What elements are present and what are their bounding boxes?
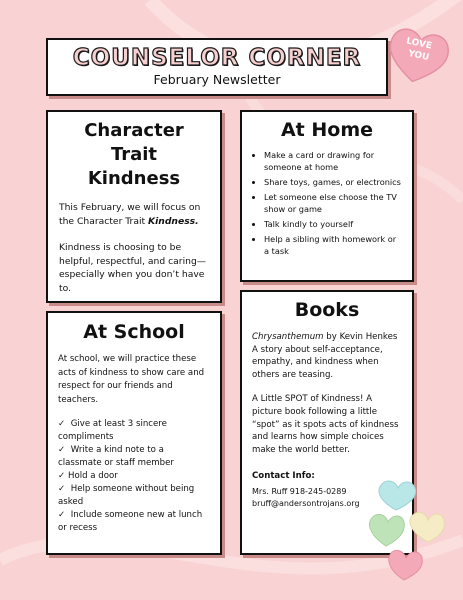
books-heading: Books [294, 299, 360, 321]
book-1-description: A story about self-acceptance, empathy, and kindness when others are teasing. [252, 344, 383, 380]
list-item: • Help a sibling with homework or a task [264, 233, 402, 258]
list-item [58, 509, 210, 535]
contact-label: Contact Info: [252, 471, 315, 482]
checklist-text: Give at least 3 sincere compliments [58, 419, 167, 442]
pink-heart-icon [389, 550, 422, 580]
heading-line-2: Kindness [87, 168, 181, 189]
book-1-author: by Kevin Henkes [323, 332, 398, 342]
checklist-text: Include someone new at lunch or recess [58, 510, 203, 533]
intro-text: This February, we will focus on the Character Trait [59, 202, 201, 227]
checklist-text: Hold a door [68, 471, 118, 481]
at-home-heading: At Home [280, 119, 374, 141]
at-school-section [46, 311, 222, 555]
list-item: • Make a card or drawing for someone at home [264, 149, 402, 174]
list-item [58, 483, 210, 509]
list-item [58, 444, 210, 470]
character-trait-definition: Kindness is choosing to be helpful, respectful, and caring—especially when you don’t have to. [59, 242, 206, 294]
book-2-description: A Little SPOT of Kindness! A picture book following a little “spot” as it spots acts of kindness and learns how simple choices make the world better. [252, 394, 399, 455]
list-item: • Talk kindly to yourself [264, 218, 402, 230]
checkmark-icon: ✓ [58, 510, 66, 520]
character-trait-heading [59, 119, 209, 191]
page-subtitle: February Newsletter [153, 72, 281, 87]
page-title: COUNSELOR CORNER [72, 45, 362, 71]
checklist-text: Help someone without being asked [58, 484, 195, 507]
newsletter-header [46, 38, 388, 96]
character-trait-section [46, 110, 222, 303]
blue-heart-icon [379, 481, 416, 510]
list-item [58, 418, 210, 444]
yellow-heart-icon [410, 512, 444, 542]
list-item: • Share toys, games, or electronics [264, 176, 402, 188]
at-school-heading: At School [83, 321, 185, 343]
at-school-checklist [58, 418, 210, 535]
checkmark-icon: ✓ [58, 471, 66, 481]
checkmark-icon: ✓ [58, 445, 66, 455]
at-school-intro: At school, we will practice these acts of kindness to show care and respect for our friends and teachers. [58, 354, 205, 405]
checklist-text: Write a kind note to a classmate or staff member [58, 445, 174, 468]
checkmark-icon: ✓ [58, 419, 66, 429]
list-item [58, 470, 210, 483]
checkmark-icon: ✓ [58, 484, 66, 494]
contact-email[interactable]: bruff@andersontrojans.org [252, 498, 360, 508]
candy-hearts-icon [366, 476, 463, 586]
book-1-title: Chrysanthemum [252, 332, 324, 342]
contact-name-phone: Mrs. Ruff 918-245-0289 [252, 486, 347, 496]
heading-line-1: Character Trait [84, 120, 184, 165]
love-you-heart-icon [384, 24, 452, 86]
list-item: • Let someone else choose the TV show or game [264, 191, 402, 216]
heart-text-love: LOVE [405, 36, 433, 52]
book-1 [252, 331, 402, 381]
at-home-section [240, 110, 414, 282]
heart-text-you: YOU [407, 48, 430, 64]
character-trait-intro [59, 201, 209, 228]
green-heart-icon [370, 514, 405, 546]
intro-emphasis: Kindness. [148, 215, 199, 227]
at-home-list [252, 149, 402, 257]
